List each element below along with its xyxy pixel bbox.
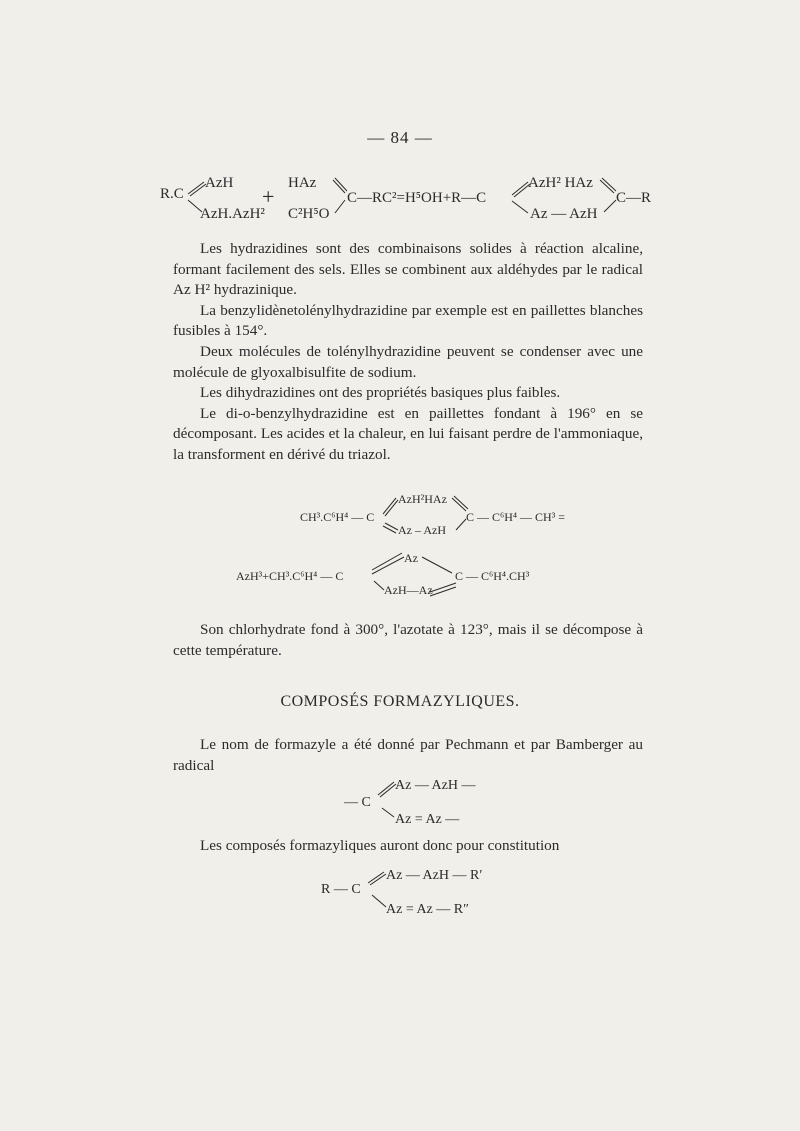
formula-4 (343, 778, 476, 827)
formula-1-azh2haz: AzH² HAz (528, 175, 593, 191)
section-heading: COMPOSÉS FORMAZYLIQUES. (280, 693, 520, 710)
formula-2-left: CH³.C⁶H⁴ — C (300, 510, 375, 524)
formula-5-bottom: Az = Az — R″ (386, 902, 469, 917)
formula-5 (321, 868, 482, 917)
formula-1-azh: AzH (205, 175, 234, 191)
formula-1-middle: C—RC²=H⁵OH+R—C (347, 190, 487, 206)
formula-1-plus: + (262, 184, 275, 209)
formula-1 (160, 175, 651, 222)
formula-1-haz: HAz (288, 175, 317, 191)
paragraph-block-4 (173, 836, 643, 857)
formula-1-c-r: C—R (616, 190, 652, 206)
formula-2-top: AzH²HAz (398, 492, 447, 506)
paragraph-block-3 (173, 735, 643, 776)
paragraph: Deux molécules de tolénylhydrazidine peuvent se condenser avec une molécule de glyoxalbisulfite de sodium. (173, 342, 643, 381)
paragraph: La benzylidènetolénylhydrazidine par exemple est en paillettes blanches fusibles à 154°. (173, 301, 643, 340)
paragraph: Les hydrazidines sont des combinaisons solides à réaction alcaline, formant facilement des sels. Elles se combinent aux aldéhydes par le radical Az H² hydrazinique. (173, 240, 643, 299)
formula-1-azhazh2: AzH.AzH² (200, 206, 265, 222)
formula-4-bottom: Az = Az — (395, 812, 460, 827)
paragraph: Le di-o-benzylhydrazidine est en paillettes fondant à 196° en se décomposant. Les acides et la chaleur, en lui faisant perdre de l'ammoniaque, la transforment en dérivé du triazol. (173, 404, 643, 463)
page-number: — 84 — (367, 128, 433, 147)
formula-3-right: C — C⁶H⁴.CH³ (455, 569, 530, 583)
formula-3-top: Az (404, 551, 418, 565)
formula-5-c: R — C (321, 882, 361, 897)
formula-3-bottom: AzH—Az (384, 583, 433, 597)
paragraph: Les dihydrazidines ont des propriétés basiques plus faibles. (200, 384, 561, 402)
formula-2-bottom: Az – AzH (398, 523, 446, 537)
paragraph: Les composés formazyliques auront donc pour constitution (200, 837, 560, 854)
paragraph: Son chlorhydrate fond à 300°, l'azotate à 123°, mais il se décompose à cette température. (173, 621, 643, 659)
formula-1-rc: R.C (160, 186, 184, 202)
formula-3 (236, 551, 530, 597)
paragraph: Le nom de formazyle a été donné par Pechmann et par Bamberger au radical (173, 736, 643, 774)
paragraph-block-1 (173, 239, 643, 466)
formula-2-right: C — C⁶H⁴ — CH³ = (466, 510, 566, 524)
formula-1-c2h5o: C²H⁵O (288, 206, 330, 222)
formula-4-c: — C (344, 795, 371, 810)
formula-5-top: Az — AzH — R′ (386, 868, 483, 883)
paragraph-block-2 (173, 620, 643, 661)
formula-1-az-azh: Az — AzH (530, 206, 598, 222)
formula-4-top: Az — AzH — (395, 778, 476, 793)
formula-3-left: AzH³+CH³.C⁶H⁴ — C (236, 569, 344, 583)
formula-2 (300, 492, 565, 537)
